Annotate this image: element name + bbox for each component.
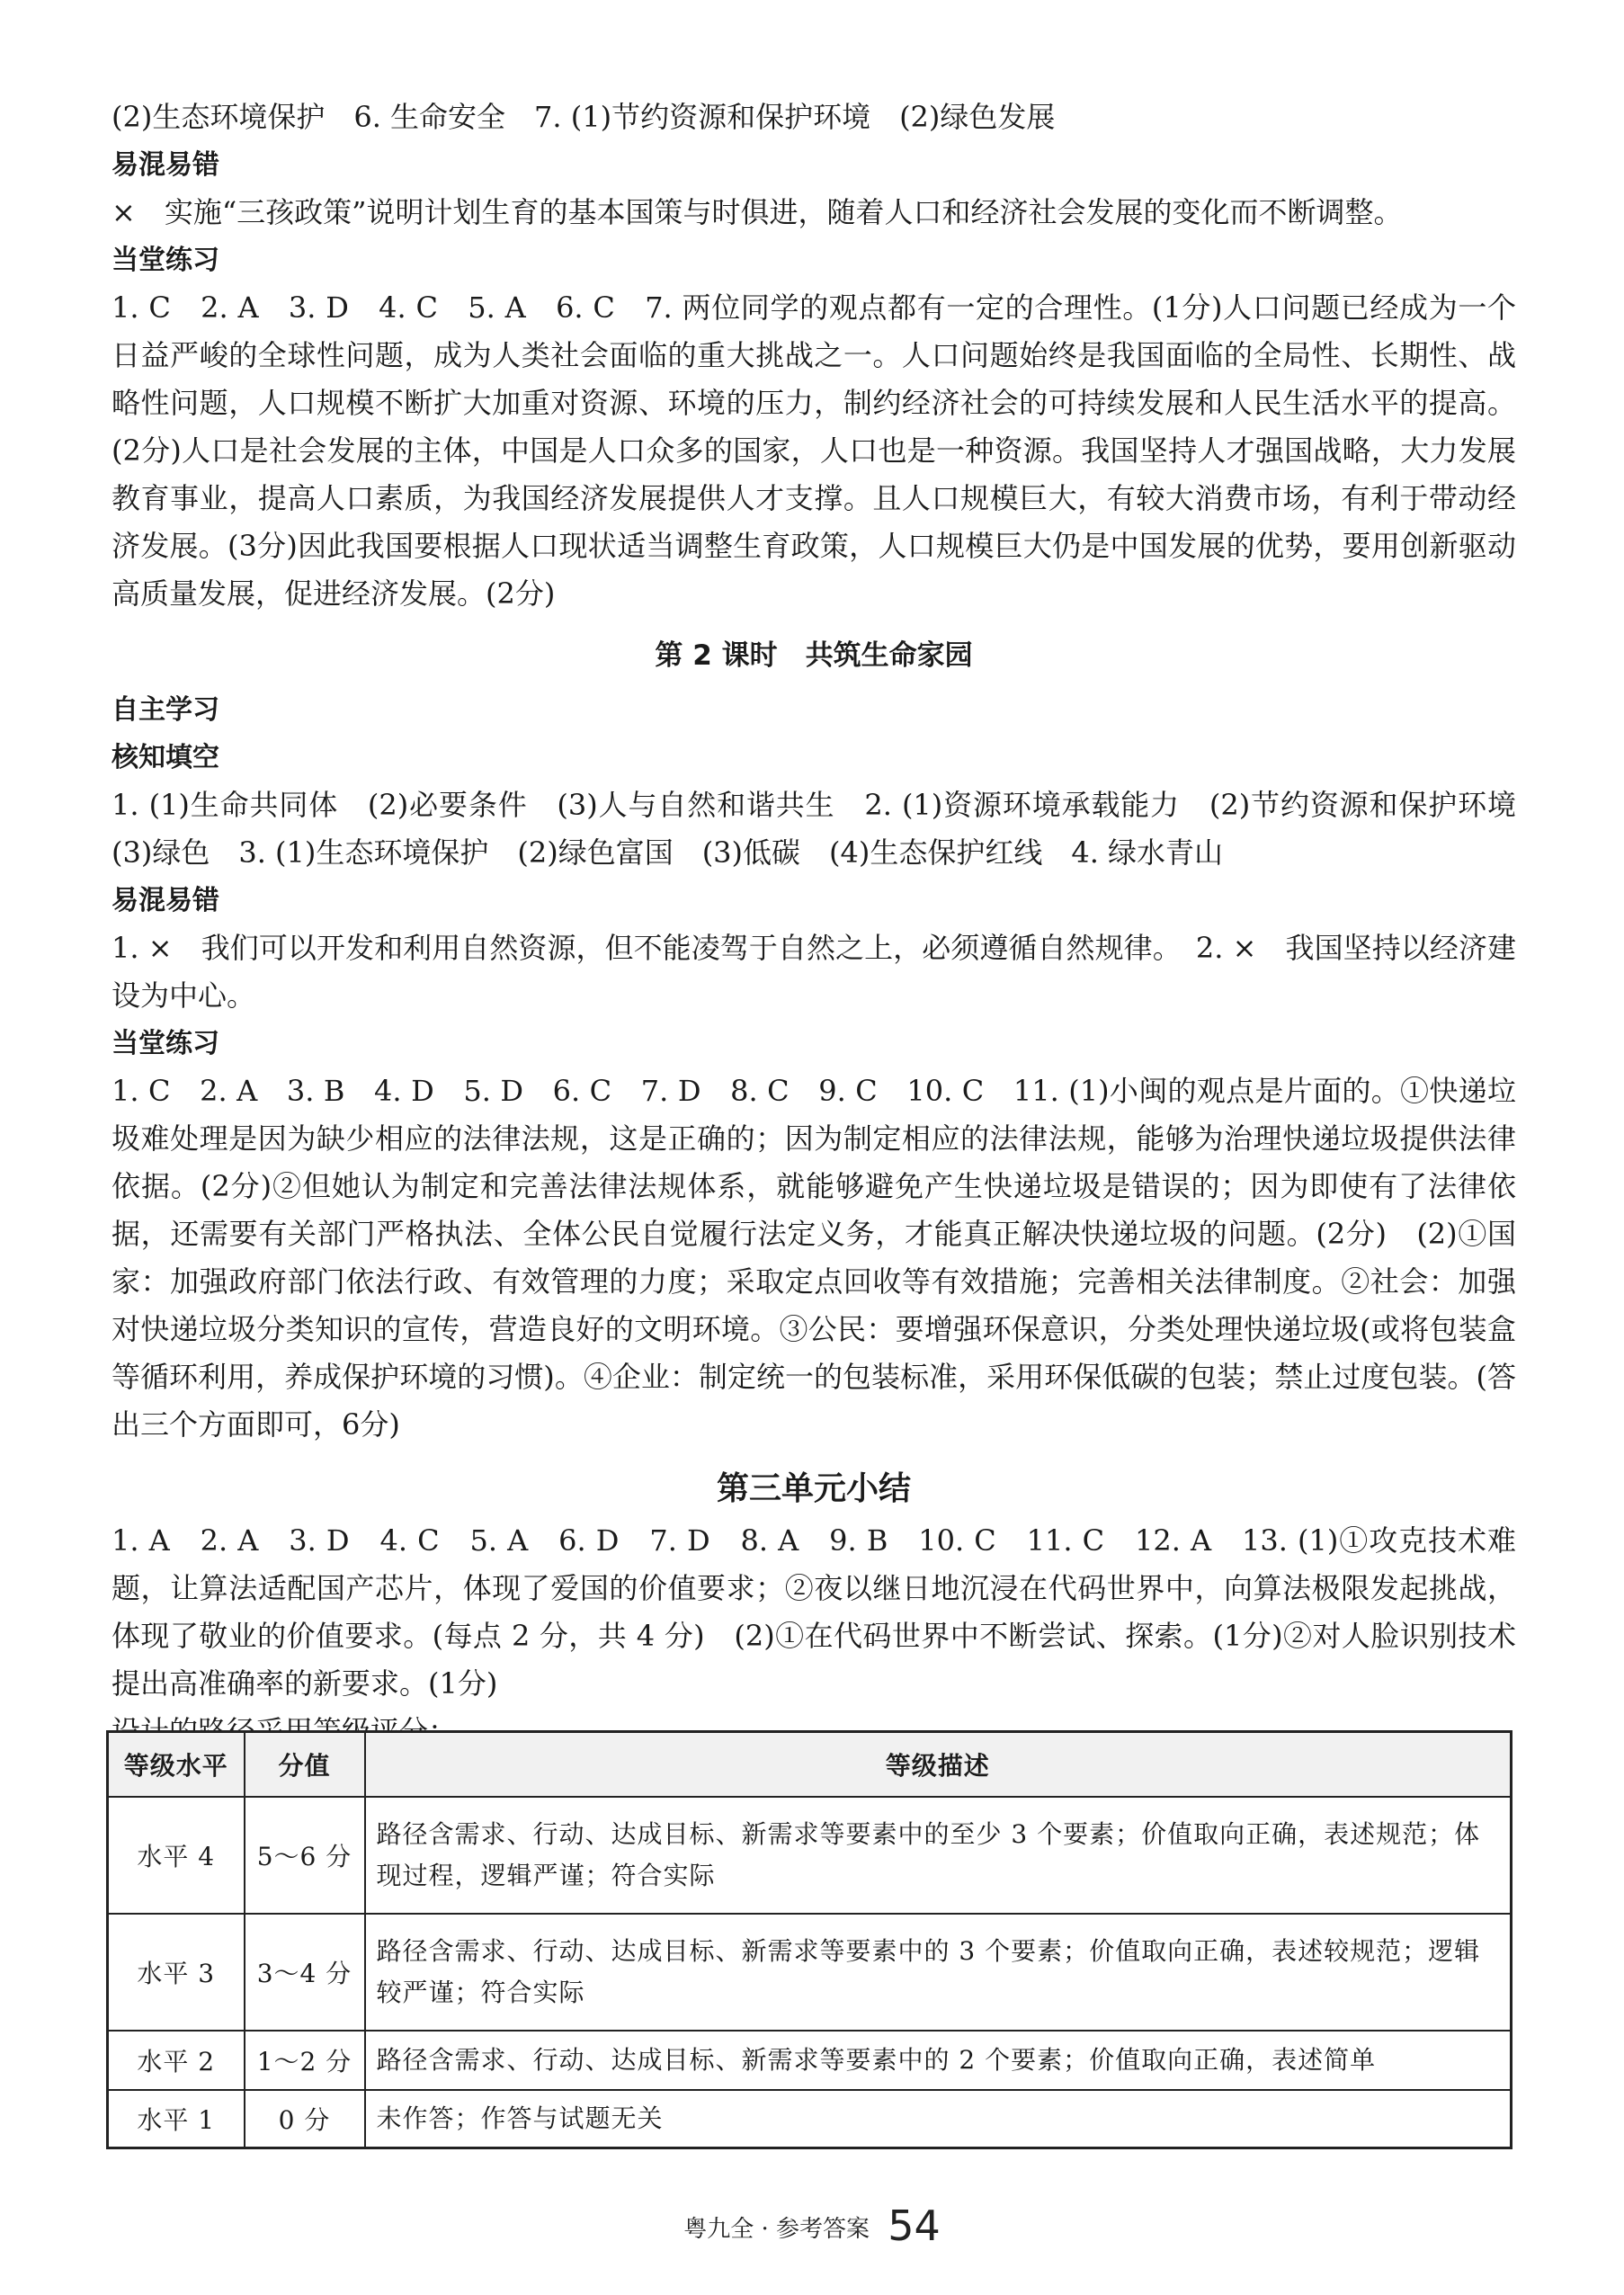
practice-heading: 当堂练习 — [112, 245, 219, 276]
header-description: 等级描述 — [365, 1732, 1512, 1798]
unit-summary-answers: 1. A 2. A 3. D 4. C 5. A 6. D 7. D 8. A 9. B 10. C 11. C 12. A 13. (1)①攻克技术难题，让算法适配国产芯片，体现了爱国的价值要求；②夜以继日地沉浸在代码世界中，向算法极限发起挑战，体现了敬业的价值要求。(每点 2 分，共 4 分) (2)①在代码世界中不断尝试、探索。(1分)②对人脸识别技术提出高准确率的新要求。(1分) — [112, 1523, 1516, 1701]
table-row — [108, 1797, 1512, 1914]
score-cell: 3～4 分 — [245, 1914, 365, 2031]
fill-blank-answers: 1. (1)生命共同体 (2)必要条件 (3)人与自然和谐共生 2. (1)资源环境承载能力 (2)节约资源和保护环境 (3)绿色 3. (1)生态环境保护 (2)绿色富国 (3)低碳 (4)生态保护红线 4. 绿水青山 — [112, 788, 1546, 870]
footer-label: 粤九全 · 参考答案 — [683, 2216, 870, 2243]
header-level: 等级水平 — [108, 1732, 245, 1798]
confuse-heading-2: 易混易错 — [112, 885, 219, 916]
self-study-heading: 自主学习 — [112, 694, 219, 726]
confuse-answer: × 实施“三孩政策”说明计划生育的基本国策与时俱进，随着人口和经济社会发展的变化而不断调整。 — [112, 195, 1403, 229]
top-answer-line: (2)生态环境保护 6. 生命安全 7. (1)节约资源和保护环境 (2)绿色发展 — [112, 100, 1056, 134]
practice-answers-2: 1. C 2. A 3. B 4. D 5. D 6. C 7. D 8. C 9. C 10. C 11. (1)小闽的观点是片面的。①快递垃圾难处理是因为缺少相应的法律法规，这是正确的；因为制定相应的法律法规，能够为治理快递垃圾提供法律依据。(2分)②但她认为制定和完善法律法规体系，就能够避免产生快递垃圾是错误的；因为即使有了法律依据，还需要有关部门严格执法、全体公民自觉履行法定义务，才能真正解决快递垃圾的问题。(2分) (2)①国家：加强政府部门依法行政、有效管理的力度；采取定点回收等有效措施；完善相关法律制度。②社会：加强对快递垃圾分类知识的宣传，营造良好的文明环境。③公民：要增强环保意识，分类处理快递垃圾(或将包装盒等循环利用，养成保护环境的习惯)。④企业：制定统一的包装标准，采用环保低碳的包装；禁止过度包装。(答出三个方面即可，6分) — [112, 1074, 1516, 1442]
description-cell: 路径含需求、行动、达成目标、新需求等要素中的 3 个要素；价值取向正确，表述较规范；逻辑较严谨；符合实际 — [365, 1914, 1512, 2031]
level-cell: 水平 1 — [108, 2090, 245, 2148]
grading-table — [106, 1730, 1512, 2149]
score-cell: 5～6 分 — [245, 1797, 365, 1914]
description-cell: 路径含需求、行动、达成目标、新需求等要素中的至少 3 个要素；价值取向正确，表述规范；体现过程，逻辑严谨；符合实际 — [365, 1797, 1512, 1914]
score-cell: 1～2 分 — [245, 2031, 365, 2090]
page-number: 54 — [888, 2201, 941, 2250]
description-cell: 未作答；作答与试题无关 — [365, 2090, 1512, 2148]
confuse-answers-2: 1. × 我们可以开发和利用自然资源，但不能凌驾于自然之上，必须遵循自然规律。 2. × 我国坚持以经济建设为中心。 — [112, 931, 1516, 1013]
level-cell: 水平 3 — [108, 1914, 245, 2031]
confuse-heading: 易混易错 — [112, 149, 219, 181]
practice-answers: 1. C 2. A 3. D 4. C 5. A 6. C 7. 两位同学的观点都有一定的合理性。(1分)人口问题已经成为一个日益严峻的全球性问题，成为人类社会面临的重大挑战之一。人口问题始终是我国面临的全局性、长期性、战略性问题，人口规模不断扩大加重对资源、环境的压力，制约经济社会的可持续发展和人民生活水平的提高。(2分)人口是社会发展的主体，中国是人口众多的国家，人口也是一种资源。我国坚持人才强国战略，大力发展教育事业，提高人口素质，为我国经济发展提供人才支撑。且人口规模巨大，有较大消费市场，有利于带动经济发展。(3分)因此我国要根据人口现状适当调整生育政策，人口规模巨大仍是中国发展的优势，要用创新驱动高质量发展，促进经济发展。(2分) — [112, 290, 1516, 611]
practice-heading-2: 当堂练习 — [112, 1028, 219, 1059]
lesson-title: 第 2 课时 共筑生命家园 — [655, 639, 973, 672]
level-cell: 水平 2 — [108, 2031, 245, 2090]
table-row — [108, 2090, 1512, 2148]
score-cell: 0 分 — [245, 2090, 365, 2148]
unit-summary-title: 第三单元小结 — [716, 1470, 911, 1507]
table-row — [108, 2031, 1512, 2090]
description-cell: 路径含需求、行动、达成目标、新需求等要素中的 2 个要素；价值取向正确，表述简单 — [365, 2031, 1512, 2090]
table-header-row — [108, 1732, 1512, 1798]
header-score: 分值 — [245, 1732, 365, 1798]
level-cell: 水平 4 — [108, 1797, 245, 1914]
table-row — [108, 1914, 1512, 2031]
answer-content — [112, 94, 1546, 1755]
fill-blank-heading: 核知填空 — [112, 742, 219, 773]
page-footer — [0, 2201, 1624, 2250]
